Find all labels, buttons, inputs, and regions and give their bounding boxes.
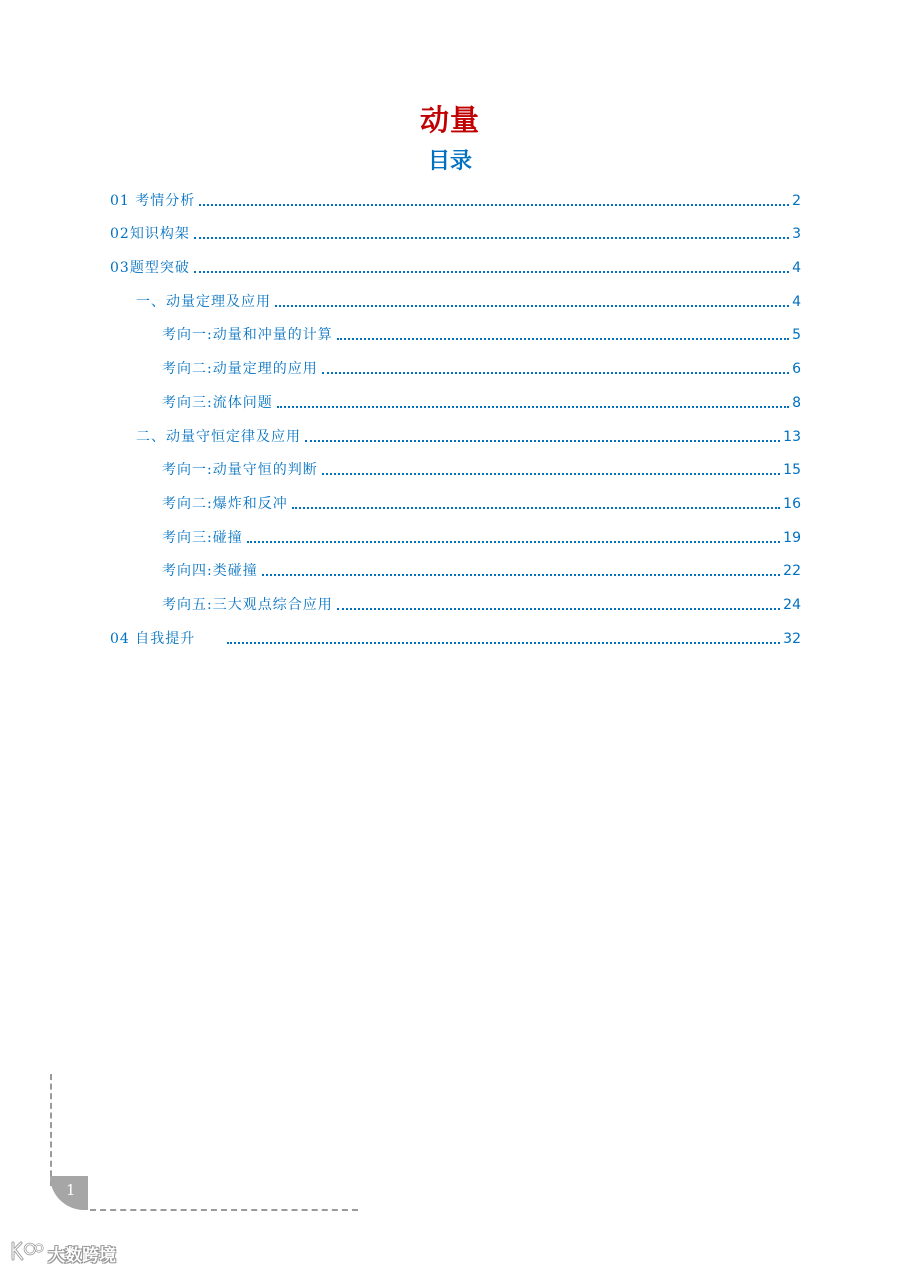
toc-page-number: 32 [783,630,801,647]
toc-dot-leader [194,271,789,273]
toc-entry-exam-analysis[interactable] [110,179,801,213]
toc-page-number: 6 [792,361,801,378]
toc-entry-label: 考向二:动量定理的应用 [162,361,318,378]
toc-entry-label: 考向一:动量守恒的判断 [162,462,318,479]
toc-entry-quasi-collision[interactable] [110,550,801,584]
watermark-text: 大数跨境 [48,1245,116,1266]
toc-page-number: 15 [783,462,801,479]
toc-entry-momentum-impulse-calc[interactable] [110,314,801,348]
toc-dot-leader [337,608,780,610]
toc-entry-three-viewpoints[interactable] [110,583,801,617]
toc-entry-theorem-application[interactable] [110,347,801,381]
toc-entry-label: 考向三:流体问题 [162,394,273,411]
footer-horizontal-dashed-line [90,1209,358,1211]
toc-page-number: 22 [783,563,801,580]
toc-dot-leader [322,372,789,374]
toc-dot-leader [227,642,780,644]
toc-entry-label: 一、动量定理及应用 [136,293,271,310]
toc-entry-label: 考向四:类碰撞 [162,563,258,580]
toc-page-number: 5 [792,327,801,344]
toc-entry-label: 考向二:爆炸和反冲 [162,495,288,512]
toc-page-number: 2 [792,192,801,209]
toc-dot-leader [262,574,780,576]
toc-dot-leader [305,440,780,442]
toc-page-number: 13 [783,428,801,445]
toc-page-number: 19 [783,529,801,546]
toc-dot-leader [292,507,780,509]
toc-entry-conservation-judgement[interactable] [110,449,801,483]
toc-page-number: 4 [792,260,801,277]
toc-dot-leader [337,338,789,340]
toc-dot-leader [199,204,789,206]
toc-dot-leader [247,541,780,543]
toc-page-number: 24 [783,596,801,613]
toc-entry-explosion-recoil[interactable] [110,482,801,516]
toc-entry-label: 考向三:碰撞 [162,529,243,546]
toc-heading: 目录 [427,149,472,174]
toc-entry-label: 03题型突破 [110,260,190,277]
toc-entry-knowledge-framework[interactable] [110,213,801,247]
kp-logo-icon [10,1240,44,1266]
toc-dot-leader [322,473,780,475]
page-number: 1 [66,1181,76,1199]
footer-vertical-dashed-line [50,1074,52,1186]
toc-dot-leader [194,237,789,239]
toc-entry-self-improvement[interactable] [110,617,801,651]
toc-entry-label: 二、动量守恒定律及应用 [136,428,301,445]
toc-dot-leader [277,406,789,408]
toc-page-number: 4 [792,293,801,310]
toc-entry-momentum-theorem[interactable] [110,280,801,314]
watermark [10,1240,116,1266]
toc-entry-conservation-law[interactable] [110,415,801,449]
toc-page-number: 16 [783,495,801,512]
toc-entry-label: 考向一:动量和冲量的计算 [162,327,333,344]
toc-page-number: 3 [792,226,801,243]
toc-entry-label: 04 自我提升 [110,630,196,647]
table-of-contents [110,179,801,651]
toc-page-number: 8 [792,394,801,411]
toc-entry-label: 考向五:三大观点综合应用 [162,596,333,613]
document-title: 动量 [419,103,480,137]
toc-entry-problem-types[interactable] [110,246,801,280]
toc-dot-leader [275,305,789,307]
toc-entry-collision[interactable] [110,516,801,550]
toc-entry-fluid-problems[interactable] [110,381,801,415]
toc-entry-label: 01 考情分析 [110,192,196,209]
toc-entry-label: 02知识构架 [110,226,190,243]
